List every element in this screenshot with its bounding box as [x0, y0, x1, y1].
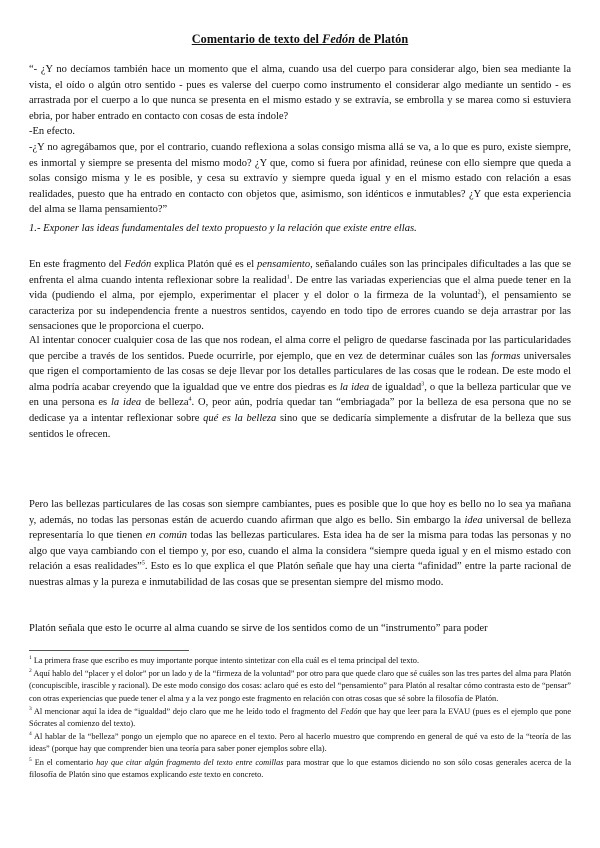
document-title	[0, 32, 600, 47]
title-prefix: Comentario de texto del	[191, 32, 323, 46]
text-run: explica Platón qué es el	[151, 259, 257, 270]
footnote-text: que hay que leer para la EVAU (pues es el ejemplo que pone Sócrates al comienzo del texto).	[29, 706, 571, 729]
footnote-ref[interactable]: 3	[421, 381, 425, 388]
footnote	[29, 668, 571, 705]
quote-line: “- ¿Y no decíamos también hace un momento que el alma, cuando usa del cuerpo para considerar algo, bien sea mediante la vista, el oído o algún otro sentido - pues es valerse del cuerpo como instrumento el considerar algo mediante un sentido - es arrastrada por el cuerpo a lo que nunca se presenta en el mismo estado y se extravía, se embrolla y se marea como si estuviera ebria, por haber entrado en contacto con cosas de esta índole?	[29, 64, 571, 122]
text-run: ), el pensamiento se caracteriza por su independencia frente a nuestros sentidos, cayendo en todo tipo de errores cuando se deja arrastrar por las sensaciones que le proporciona el cuerpo.	[29, 290, 571, 333]
text-run: universal de belleza representaría lo que tienen	[29, 514, 571, 542]
footnote	[29, 706, 571, 730]
text-run: la idea	[339, 381, 370, 393]
footnote-number: 2	[29, 668, 32, 675]
paragraph-2	[29, 333, 571, 442]
text-run: idea	[464, 514, 483, 526]
footnote-ref[interactable]: 5	[141, 560, 145, 567]
footnote-number: 1	[29, 655, 32, 662]
text-run: sino que se dedicaría simplemente a disfrutar de la belleza que sus sentidos le ofrecen.	[29, 412, 571, 440]
footnote-number: 5	[29, 756, 32, 763]
footnote-text: Al hablar de la “belleza” pongo un ejemplo que no aparece en el texto. Pero al hacerlo muestro que comprendo en general de qué va esto de la “teoría de las ideas” (porque hay que comprender bien una teoría para saber poner ejemplos sobre ella).	[29, 732, 571, 754]
paragraph-4: Platón señala que esto le ocurre al alma cuando se sirve de los sentidos como de un “instrumento” para poder	[29, 623, 488, 634]
text-run: Pero las bellezas particulares de las cosas son siempre cambiantes, pues es posible que lo que hoy es bello no lo sea ya mañana y, además, no todas las personas están de acuerdo cuando afirman que algo es bello. Sin embargo la	[29, 499, 571, 526]
text-run: . Esto es lo que explica el que Platón señale que hay una cierta “afinidad” entre la parte racional de nuestras almas y la pureza e inmutabilidad de las cosas que se presentan siempre del mismo modo.	[29, 561, 572, 588]
footnote-text: hay que citar algún fragmento del texto entre comillas	[96, 757, 284, 767]
footnote-number: 4	[29, 731, 32, 738]
text-run: de belleza	[141, 397, 189, 409]
footnote	[29, 757, 571, 781]
text-run: Al intentar conocer cualquier cosa de las que nos rodean, el alma corre el peligro de quedarse fascinada por las particularidades que percibe a través de los sentidos. Puede ocurrirle, por ejemplo, que en vez de determinar cuáles son las	[29, 335, 571, 362]
footnote-text: Aquí hablo del “placer y el dolor” por un lado y de la “firmeza de la voluntad” por otro para que quede claro que sé cuáles son las tres partes del alma para Platón (concupiscible, irascible y racional). De este modo consigo dos cosas: aclaro qué es esto del “pensamiento” para Platón al resaltar cómo contrasta esto de “pensar” con otras experiencias que puede tener el alma y a la vez pongo este fragmento en relación con otras cosas que sé sobre la filosofía de Platón.	[29, 669, 571, 703]
footnote-text: Al mencionar aquí la idea de “igualdad” dejo claro que me he leído todo el fragmento del	[31, 706, 341, 716]
footnote-ref[interactable]: 2	[477, 289, 481, 296]
footnote-text: Fedón	[340, 706, 362, 716]
text-run: en común	[145, 530, 187, 542]
footnotes	[29, 655, 571, 782]
title-work: Fedón	[322, 32, 356, 46]
text-run: universales que rigen el comportamiento de las cosas se deje llevar por los detalles particulares de las cosas que le rodean. De este modo el alma podría acabar creyendo que la igualdad que ve entre dos piedras es	[29, 350, 571, 393]
title-suffix: de Platón	[355, 32, 409, 46]
footnote-ref[interactable]: 4	[188, 396, 192, 403]
footnote-text: En el comentario	[31, 757, 97, 767]
paragraph-3	[29, 497, 571, 591]
text-run: la idea	[110, 397, 142, 409]
footnote	[29, 655, 571, 667]
quoted-passage	[29, 62, 571, 218]
text-run: , o que la belleza particular que ve en una persona es	[29, 381, 572, 409]
footnote-text: La primera frase que escribo es muy importante porque intento sintetizar con ella cuál es el tema principal del texto.	[31, 656, 420, 665]
text-run: , señalando cuáles son las principales dificultades a las que se enfrenta el alma cuando intenta reflexionar sobre la realidad	[29, 259, 572, 286]
footnote-text: texto en concreto.	[202, 769, 264, 779]
text-run: Fedón	[124, 259, 152, 270]
quote-line: -¿Y no agregábamos que, por el contrario, cuando reflexiona a solas consigo misma allá se va, a lo que es puro, existe siempre, es inmortal y siempre se presenta del mismo modo? ¿Y que, como si fuera por afinidad, reúnese con ello siempre que queda a solas consigo misma y le es posible, y cesa su extravío y siempre queda igual y en el mismo estado con relación a esas realidades, puesto que ha entrado en contacto con objetos que, asimismo, son idénticos e inmutables? ¿Y que esta experiencia del alma se llama pensamiento?”	[29, 141, 571, 216]
section-heading: 1.- Exponer las ideas fundamentales del texto propuesto y la relación que existe entre ellas.	[29, 223, 417, 234]
text-run: de igualdad	[369, 381, 422, 393]
footnote-divider	[29, 650, 189, 651]
text-run: . O, peor aún, podría quedar tan “embriagada” por la belleza de esa persona que no se dedicase ya a intentar reflexionar sobre	[29, 397, 571, 424]
footnote	[29, 731, 571, 755]
text-run: qué es la belleza	[203, 412, 277, 424]
text-run: En este fragmento del	[29, 259, 125, 270]
footnote-text: para mostrar que lo que estamos diciendo no son sólo cosas generales acerca de la filosofía de Platón sino que estamos explicando	[29, 757, 572, 779]
text-run: . De entre las variadas experiencias que el alma puede tener en la vida (pudiendo el alma, por ejemplo, experimentar el placer y el dolor o la firmeza de la voluntad	[29, 274, 571, 302]
paragraph-1	[29, 257, 571, 335]
text-run: formas	[491, 350, 521, 362]
footnote-ref[interactable]: 1	[286, 274, 290, 281]
text-run: pensamiento	[257, 259, 311, 270]
footnote-number: 3	[29, 706, 32, 713]
footnote-text: este	[189, 769, 203, 779]
text-run: todas las bellezas particulares. Esta idea ha de ser la misma para todas las personas y no algo que vaya cambiando con el tiempo y, por eso, cuando el alma la considera “siempre queda igual y en el mismo estado con relación a esas realidades”	[29, 530, 572, 573]
quote-line: -En efecto.	[29, 126, 76, 138]
